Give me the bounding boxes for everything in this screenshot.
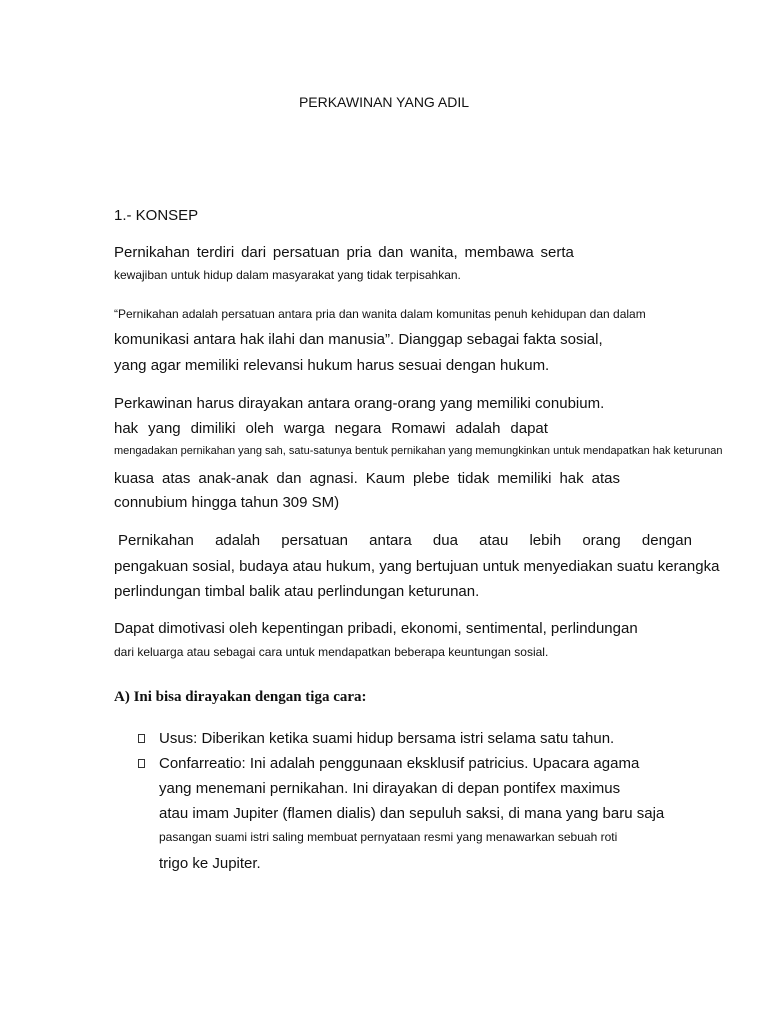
word: plebe [412, 470, 450, 487]
p1-line1 [114, 244, 574, 262]
word: negara [334, 420, 382, 437]
word: orang [582, 532, 621, 549]
word: hak [114, 420, 139, 437]
word: pria [346, 244, 372, 261]
word: yang [148, 420, 181, 437]
word: Romawi [391, 420, 446, 437]
word: tidak [457, 470, 490, 487]
word: warga [283, 420, 325, 437]
word: lebih [529, 532, 562, 549]
p2-line1: “Pernikahan adalah persatuan antara pria dan wanita dalam komunitas penuh kehidupan dan dalam [114, 307, 646, 321]
word: dan [378, 244, 404, 261]
p3-line3: mengadakan pernikahan yang sah, satu-satunya bentuk pernikahan yang memungkinkan untuk mendapatkan hak keturunan [114, 445, 723, 457]
document-title: PERKAWINAN YANG ADIL [298, 94, 470, 110]
p4-line2: pengakuan sosial, budaya atau hukum, yang bertujuan untuk menyediakan suatu kerangka [114, 558, 720, 575]
word: Pernikahan [114, 244, 190, 261]
word: memiliki [497, 470, 552, 487]
list-item-2-line5: trigo ke Jupiter. [159, 855, 261, 872]
list-item-2-line2: yang menemani pernikahan. Ini dirayakan di depan pontifex maximus [159, 780, 621, 797]
p5-line2: dari keluarga atau sebagai cara untuk mendapatkan beberapa keuntungan sosial. [114, 645, 549, 659]
word: dari [241, 244, 267, 261]
word: dapat [510, 420, 548, 437]
list-item-1: Usus: Diberikan ketika suami hidup bersama istri selama satu tahun. [159, 730, 615, 747]
word: atau [479, 532, 509, 549]
p5-line1: Dapat dimotivasi oleh kepentingan pribadi, ekonomi, sentimental, perlindungan [114, 620, 638, 637]
bullet-icon [138, 734, 145, 743]
word: persatuan [272, 244, 340, 261]
list-item-2-line4: pasangan suami istri saling membuat pernyataan resmi yang menawarkan sebuah roti [159, 830, 618, 844]
p4-line1 [118, 532, 692, 550]
p3-line5: connubium hingga tahun 309 SM) [114, 494, 340, 511]
word: adalah [215, 532, 261, 549]
section-heading: 1.- KONSEP [114, 207, 199, 224]
word: persatuan [281, 532, 348, 549]
word: dua [432, 532, 458, 549]
word: antara [369, 532, 412, 549]
p2-line3: yang agar memiliki relevansi hukum harus sesuai dengan hukum. [114, 357, 550, 374]
word: adalah [455, 420, 501, 437]
word: terdiri [196, 244, 235, 261]
p1-line2: kewajiban untuk hidup dalam masyarakat yang tidak terpisahkan. [114, 268, 461, 282]
word: anak-anak [198, 470, 269, 487]
word: Kaum [365, 470, 405, 487]
p3-line1: Perkawinan harus dirayakan antara orang-orang yang memiliki conubium. [114, 395, 605, 412]
word: dan [276, 470, 302, 487]
word: Pernikahan [118, 532, 194, 549]
list-item-2-line1: Confarreatio: Ini adalah penggunaan eksklusif patricius. Upacara agama [159, 755, 640, 772]
word: membawa [464, 244, 534, 261]
word: dimiliki [190, 420, 236, 437]
word: serta [540, 244, 574, 261]
p3-line4 [114, 470, 620, 488]
word: wanita, [410, 244, 458, 261]
subheading: A) Ini bisa dirayakan dengan tiga cara: [114, 689, 367, 705]
word: hak [559, 470, 584, 487]
word: oleh [245, 420, 274, 437]
word: atas [162, 470, 191, 487]
word: agnasi. [309, 470, 358, 487]
p2-line2: komunikasi antara hak ilahi dan manusia”. Dianggap sebagai fakta sosial, [114, 331, 603, 348]
word: atas [591, 470, 620, 487]
word: kuasa [114, 470, 155, 487]
bullet-icon [138, 759, 145, 768]
p4-line3: perlindungan timbal balik atau perlindungan keturunan. [114, 583, 480, 600]
word: dengan [641, 532, 692, 549]
p3-line2 [114, 420, 548, 438]
list-item-2-line3: atau imam Jupiter (flamen dialis) dan sepuluh saksi, di mana yang baru saja [159, 805, 665, 822]
